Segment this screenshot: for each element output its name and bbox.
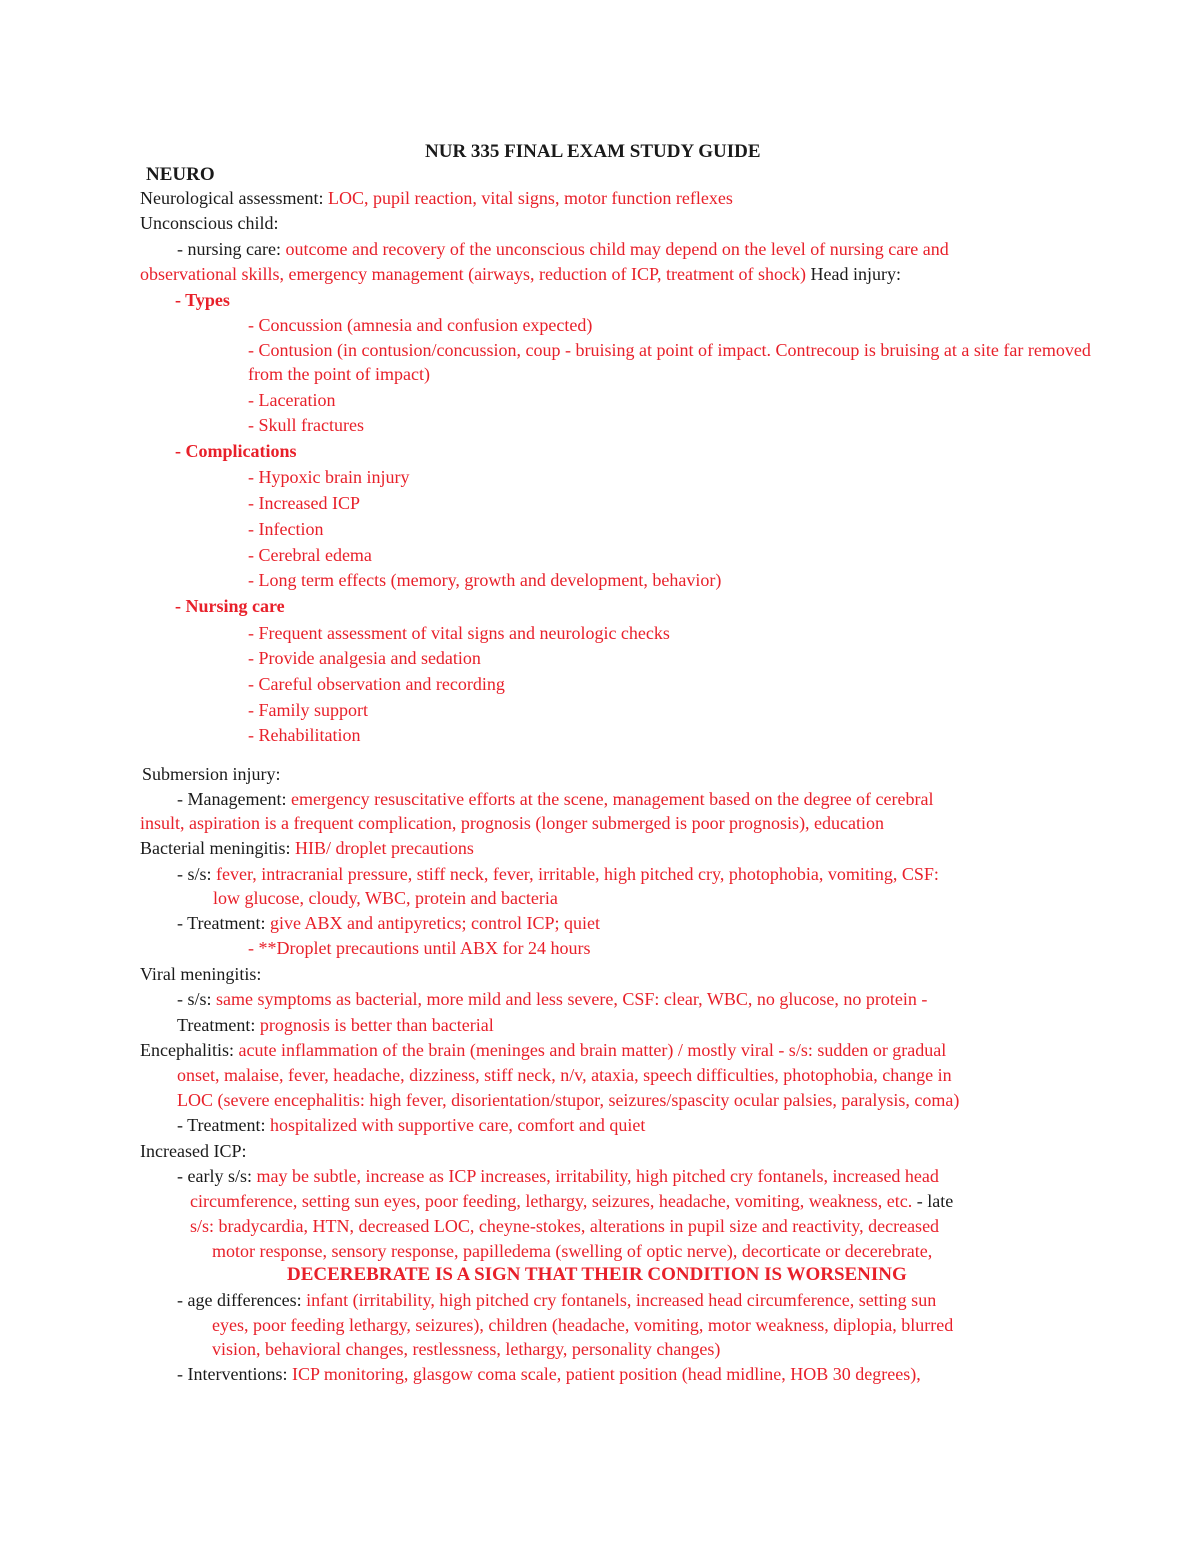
icp-early-text-2: circumference, setting sun eyes, poor feeding, lethargy, seizures, headache, vomiting, weakness, etc. bbox=[190, 1191, 913, 1211]
bacterial-ss-line bbox=[177, 862, 939, 886]
icp-label: Increased ICP: bbox=[140, 1141, 247, 1161]
list-item: - Careful observation and recording bbox=[248, 674, 505, 694]
list-item: - Concussion (amnesia and confusion expected) bbox=[248, 315, 593, 335]
list-item: - Rehabilitation bbox=[248, 725, 361, 745]
types-heading: - Types bbox=[175, 290, 230, 310]
section-heading: NEURO bbox=[146, 164, 215, 185]
list-item: - Hypoxic brain injury bbox=[248, 467, 410, 487]
icp-warning: DECEREBRATE IS A SIGN THAT THEIR CONDITION IS WORSENING bbox=[287, 1264, 907, 1285]
assessment-line bbox=[140, 186, 733, 210]
viral-tx-text: prognosis is better than bacterial bbox=[255, 1015, 494, 1035]
encephalitis-tx-label: - Treatment: bbox=[177, 1115, 266, 1135]
icp-interventions-label: - Interventions: bbox=[177, 1364, 288, 1384]
page-title: NUR 335 FINAL EXAM STUDY GUIDE bbox=[425, 141, 761, 162]
bacterial-text: HIB/ droplet precautions bbox=[290, 838, 474, 858]
bacterial-tx-line bbox=[177, 911, 600, 935]
submersion-label: Submersion injury: bbox=[142, 764, 281, 784]
encephalitis-line-2: onset, malaise, fever, headache, dizziness, stiff neck, n/v, ataxia, speech difficulties, photophobia, change in bbox=[177, 1065, 952, 1085]
unconscious-nursing-label: - nursing care: bbox=[177, 239, 281, 259]
viral-ss-line bbox=[177, 987, 927, 1011]
icp-age-line-2: eyes, poor feeding lethargy, seizures), children (headache, vomiting, motor weakness, diplopia, blurred bbox=[212, 1315, 954, 1335]
bacterial-ss-line-2: low glucose, cloudy, WBC, protein and bacteria bbox=[213, 888, 558, 908]
list-item: from the point of impact) bbox=[248, 364, 430, 384]
encephalitis-line-3: LOC (severe encephalitis: high fever, disorientation/stupor, seizures/spascity ocular palsies, paralysis, coma) bbox=[177, 1090, 960, 1110]
list-item: - Skull fractures bbox=[248, 415, 364, 435]
encephalitis-text: acute inflammation of the brain (meninges and brain matter) / mostly viral - s/s: sudden or gradual bbox=[233, 1040, 947, 1060]
bacterial-tx-text: give ABX and antipyretics; control ICP; quiet bbox=[265, 913, 600, 933]
submersion-mgmt-text: emergency resuscitative efforts at the scene, management based on the degree of cerebral bbox=[286, 789, 934, 809]
icp-age-text: infant (irritability, high pitched cry fontanels, increased head circumference, setting sun bbox=[301, 1290, 937, 1310]
viral-label: Viral meningitis: bbox=[140, 964, 262, 984]
bacterial-ss-label: - s/s: bbox=[177, 864, 212, 884]
icp-late-dash: - late bbox=[912, 1191, 954, 1211]
submersion-mgmt-line-2: insult, aspiration is a frequent complication, prognosis (longer submerged is poor prognosis), education bbox=[140, 813, 885, 833]
viral-tx-line bbox=[177, 1013, 494, 1037]
submersion-mgmt-line bbox=[177, 787, 934, 811]
list-item: - Provide analgesia and sedation bbox=[248, 648, 481, 668]
nursing-care-heading: - Nursing care bbox=[175, 596, 285, 616]
icp-interventions-text: ICP monitoring, glasgow coma scale, patient position (head midline, HOB 30 degrees), bbox=[287, 1364, 921, 1384]
encephalitis-label: Encephalitis: bbox=[140, 1040, 234, 1060]
encephalitis-tx-line bbox=[177, 1113, 645, 1137]
unconscious-nursing-line-2 bbox=[140, 262, 901, 286]
icp-interventions-line bbox=[177, 1362, 921, 1386]
icp-age-line-3: vision, behavioral changes, restlessness, lethargy, personality changes) bbox=[212, 1339, 721, 1359]
icp-early-line bbox=[177, 1164, 939, 1188]
list-item: - Infection bbox=[248, 519, 324, 539]
list-item: - Long term effects (memory, growth and development, behavior) bbox=[248, 570, 722, 590]
bacterial-tx-label: - Treatment: bbox=[177, 913, 266, 933]
icp-age-label: - age differences: bbox=[177, 1290, 302, 1310]
unconscious-nursing-text-2: observational skills, emergency management (airways, reduction of ICP, treatment of shock) bbox=[140, 264, 806, 284]
icp-late-label: s/s: bbox=[190, 1216, 215, 1236]
bacterial-ss-text: fever, intracranial pressure, stiff neck, fever, irritable, high pitched cry, photophobia, vomiting, CSF: bbox=[211, 864, 939, 884]
complications-heading: - Complications bbox=[175, 441, 297, 461]
viral-ss-label: - s/s: bbox=[177, 989, 212, 1009]
unconscious-label: Unconscious child: bbox=[140, 213, 279, 233]
viral-tx-label: Treatment: bbox=[177, 1015, 256, 1035]
unconscious-nursing-line bbox=[177, 237, 949, 261]
icp-early-text: may be subtle, increase as ICP increases, irritability, high pitched cry fontanels, increased head bbox=[251, 1166, 939, 1186]
submersion-mgmt-label: - Management: bbox=[177, 789, 287, 809]
icp-early-line-2 bbox=[190, 1189, 953, 1213]
icp-late-text: bradycardia, HTN, decreased LOC, cheyne-stokes, alterations in pupil size and reactivity, decreased bbox=[214, 1216, 940, 1236]
list-item: - Laceration bbox=[248, 390, 336, 410]
list-item: - Family support bbox=[248, 700, 368, 720]
unconscious-nursing-text: outcome and recovery of the unconscious child may depend on the level of nursing care and bbox=[280, 239, 949, 259]
head-injury-label: Head injury: bbox=[805, 264, 901, 284]
bacterial-line bbox=[140, 836, 474, 860]
droplet-note: - **Droplet precautions until ABX for 24 hours bbox=[248, 938, 591, 958]
assessment-text: LOC, pupil reaction, vital signs, motor function reflexes bbox=[323, 188, 733, 208]
icp-late-line-2: motor response, sensory response, papilledema (swelling of optic nerve), decorticate or decerebrate, bbox=[212, 1241, 933, 1261]
encephalitis-tx-text: hospitalized with supportive care, comfort and quiet bbox=[265, 1115, 646, 1135]
list-item: - Frequent assessment of vital signs and neurologic checks bbox=[248, 623, 670, 643]
assessment-label: Neurological assessment: bbox=[140, 188, 324, 208]
list-item: - Contusion (in contusion/concussion, coup - bruising at point of impact. Contrecoup is bruising at a site far removed bbox=[248, 340, 1091, 360]
icp-early-label: - early s/s: bbox=[177, 1166, 252, 1186]
viral-ss-text: same symptoms as bacterial, more mild and less severe, CSF: clear, WBC, no glucose, no protein - bbox=[211, 989, 928, 1009]
icp-age-line bbox=[177, 1288, 936, 1312]
encephalitis-line bbox=[140, 1038, 946, 1062]
list-item: - Increased ICP bbox=[248, 493, 360, 513]
bacterial-label: Bacterial meningitis: bbox=[140, 838, 291, 858]
list-item: - Cerebral edema bbox=[248, 545, 372, 565]
icp-late-line bbox=[190, 1214, 939, 1238]
